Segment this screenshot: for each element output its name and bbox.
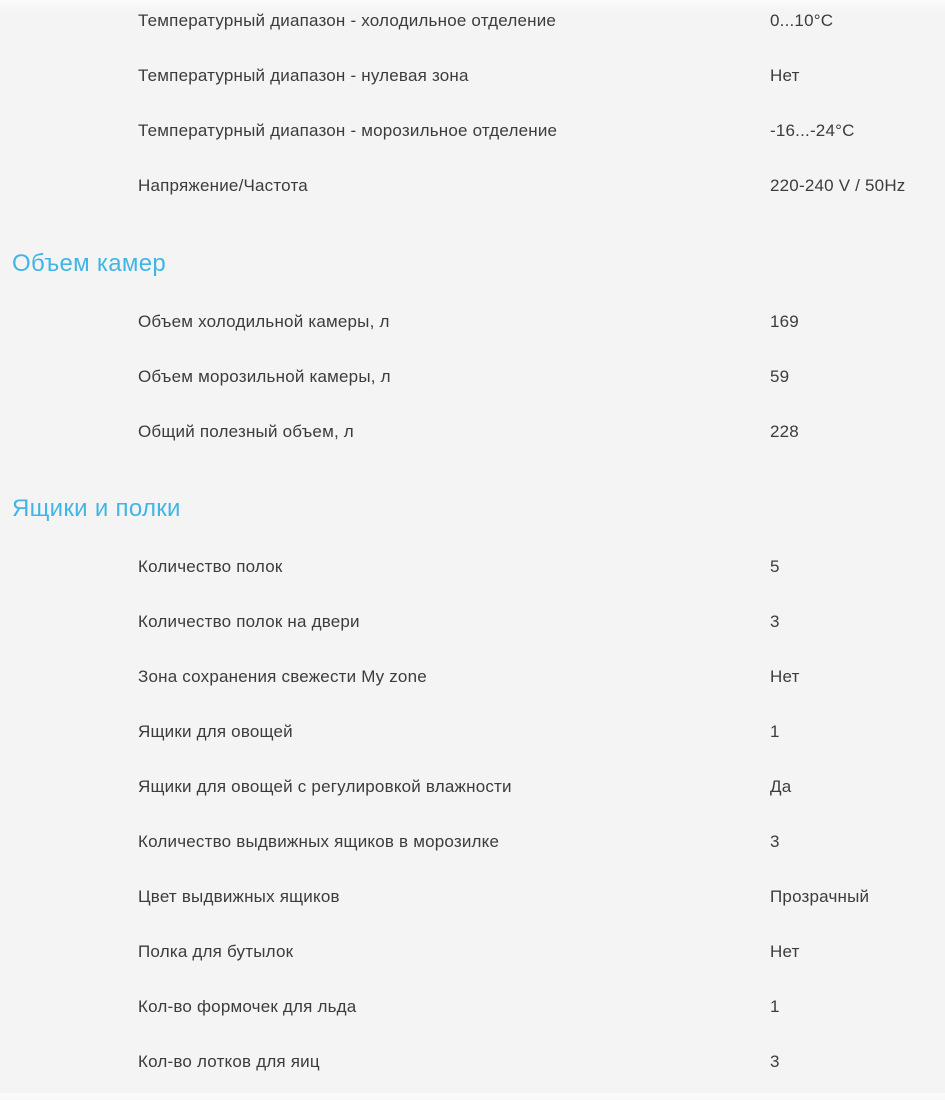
spec-row	[0, 869, 945, 924]
section-title-drawers-shelves: Ящики и полки	[12, 495, 181, 522]
spec-row	[0, 158, 945, 213]
spec-value: 1	[770, 721, 780, 741]
spec-label: Кол-во формочек для льда	[138, 996, 357, 1016]
spec-value: 1	[770, 996, 780, 1016]
spec-row	[0, 924, 945, 979]
spec-row	[0, 294, 945, 349]
spec-label: Общий полезный объем, л	[138, 421, 354, 441]
spec-row	[0, 1034, 945, 1089]
spec-section-volumes	[0, 294, 945, 459]
spec-row	[0, 103, 945, 158]
spec-label: Объем морозильной камеры, л	[138, 366, 391, 386]
spec-value: -16...-24°C	[770, 120, 855, 140]
spec-label: Ящики для овощей с регулировкой влажности	[138, 776, 512, 796]
spec-value: 228	[770, 421, 799, 441]
spec-label: Температурный диапазон - холодильное отделение	[138, 10, 557, 30]
spec-label: Полка для бутылок	[138, 941, 294, 961]
spec-row	[0, 539, 945, 594]
spec-value: Прозрачный	[770, 886, 870, 906]
spec-value: Нет	[770, 65, 800, 85]
spec-row	[0, 0, 945, 48]
spec-value: Нет	[770, 666, 800, 686]
spec-value: Да	[770, 776, 792, 796]
spec-row	[0, 404, 945, 459]
section-title-volumes: Объем камер	[12, 250, 167, 277]
spec-label: Температурный диапазон - морозильное отделение	[138, 120, 558, 140]
spec-section-drawers-shelves	[0, 539, 945, 1089]
spec-row	[0, 979, 945, 1034]
spec-row	[0, 594, 945, 649]
spec-label: Температурный диапазон - нулевая зона	[138, 65, 469, 85]
spec-row	[0, 759, 945, 814]
spec-value: 3	[770, 831, 780, 851]
spec-row	[0, 704, 945, 759]
spec-row	[0, 649, 945, 704]
spec-value: 5	[770, 556, 780, 576]
spec-label: Ящики для овощей	[138, 721, 293, 741]
spec-section-power	[0, 0, 945, 213]
spec-label: Объем холодильной камеры, л	[138, 311, 390, 331]
spec-row	[0, 48, 945, 103]
spec-value: 3	[770, 1051, 780, 1071]
spec-label: Цвет выдвижных ящиков	[138, 886, 340, 906]
spec-label: Количество полок	[138, 556, 283, 576]
spec-label: Количество выдвижных ящиков в морозилке	[138, 831, 500, 851]
spec-value: 0...10°C	[770, 10, 834, 30]
spec-value: 169	[770, 311, 799, 331]
spec-label: Напряжение/Частота	[138, 175, 308, 195]
spec-value: 3	[770, 611, 780, 631]
spec-label: Кол-во лотков для яиц	[138, 1051, 320, 1071]
spec-row	[0, 814, 945, 869]
spec-label: Количество полок на двери	[138, 611, 360, 631]
spec-value: 220-240 V / 50Hz	[770, 175, 906, 195]
spec-row	[0, 349, 945, 404]
spec-value: Нет	[770, 941, 800, 961]
spec-value: 59	[770, 366, 790, 386]
spec-label: Зона сохранения свежести My zone	[138, 666, 427, 686]
